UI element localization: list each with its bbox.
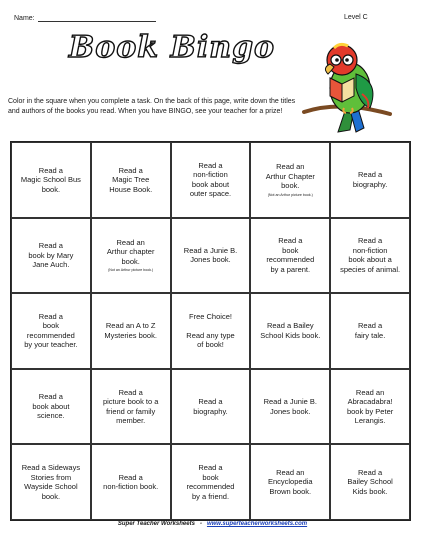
bingo-square[interactable] [11,218,91,294]
bingo-square-text: Read a non-fiction book about a species of animal. [340,236,401,274]
bingo-square-text: Read a Bailey School Kids book. [347,467,393,496]
bingo-square[interactable] [11,142,91,218]
name-field[interactable] [14,14,156,22]
bingo-square-text: Read a fairy tale. [354,321,386,340]
instructions: Color in the square when you complete a task. On the back of this page, write down the titles and authors of the books you read. When you have BINGO, see your teacher for a prize! [8,98,296,115]
bingo-square[interactable] [171,293,251,369]
bingo-square[interactable] [91,369,171,445]
bingo-square-text: Read a picture book to a friend or family member. [102,387,159,426]
bingo-square[interactable] [330,369,410,445]
bingo-square[interactable] [250,142,330,218]
bingo-square[interactable] [250,293,330,369]
bingo-square[interactable] [171,444,251,520]
bingo-square[interactable] [250,369,330,445]
bingo-square-note: (Not an Arthur picture book.) [108,268,154,273]
bingo-square[interactable] [171,369,251,445]
page-title: Book Bingo [68,30,276,65]
bingo-square[interactable] [91,293,171,369]
bingo-square[interactable] [11,369,91,445]
bingo-square-text: Read a biography. [193,397,228,416]
bingo-square[interactable] [91,444,171,520]
bingo-square-text: Free Choice! Read any type of book! [186,311,235,350]
bingo-square[interactable] [171,218,251,294]
bingo-square-text: Read a Junie B. Jones book. [183,245,238,265]
bingo-square[interactable] [250,444,330,520]
bingo-square-text: Read a Junie B. Jones book. [263,397,317,416]
footer [0,521,425,527]
parrot-reading-book-icon [300,38,394,134]
bingo-square[interactable] [330,142,410,218]
bingo-square[interactable] [171,142,251,218]
bingo-square-text: Read an Arthur chapter book. [106,237,155,266]
bingo-square-text: Read a non-fiction book. [103,472,159,492]
bingo-square-text: Read a Bailey School Kids book. [260,321,321,340]
bingo-square[interactable] [11,444,91,520]
bingo-square[interactable] [330,218,410,294]
bingo-square-text: Read a Magic Tree House Book. [109,165,153,194]
bingo-square-text: Read a Sideways Stories from Wayside School book. [21,463,81,501]
bingo-grid [10,141,411,521]
bingo-square[interactable] [91,142,171,218]
bingo-square-note: (Not an Arthur picture book.) [267,192,313,197]
bingo-square-text: Read a book recommended by your teacher. [24,311,78,350]
bingo-square[interactable] [91,218,171,294]
footer-separator: - [199,521,202,527]
bingo-square-text: Read a Magic School Bus book. [20,165,81,194]
bingo-square[interactable] [11,293,91,369]
bingo-square-text: Read an A to Z Mysteries book. [104,321,157,340]
footer-brand: Super Teacher Worksheets [117,521,195,527]
bingo-square-text: Read a book recommended by a friend. [186,463,235,501]
bingo-square[interactable] [250,218,330,294]
bingo-square-text: Read a book about science. [32,392,70,421]
bingo-square-text: Read a book by Mary Jane Auch. [28,241,74,270]
bingo-square-text: Read a book recommended by a parent. [266,236,315,274]
footer-url-link[interactable]: www.superteacherworksheets.com [206,521,308,527]
name-label: Name: [14,15,35,22]
bingo-square-text: Read an Encyclopedia Brown book. [267,467,313,496]
bingo-square[interactable] [330,293,410,369]
bingo-square-text: Read a biography. [352,170,388,189]
bingo-square-text: Read an Abracadabra! book by Peter Lerangis. [346,387,394,426]
bingo-square-text: Read a non-fiction book about outer space. [189,160,232,199]
bingo-square-text: Read an Arthur Chapter book. [265,162,315,191]
level-label: Level C [344,14,368,21]
bingo-square[interactable] [330,444,410,520]
name-line[interactable] [38,14,156,22]
